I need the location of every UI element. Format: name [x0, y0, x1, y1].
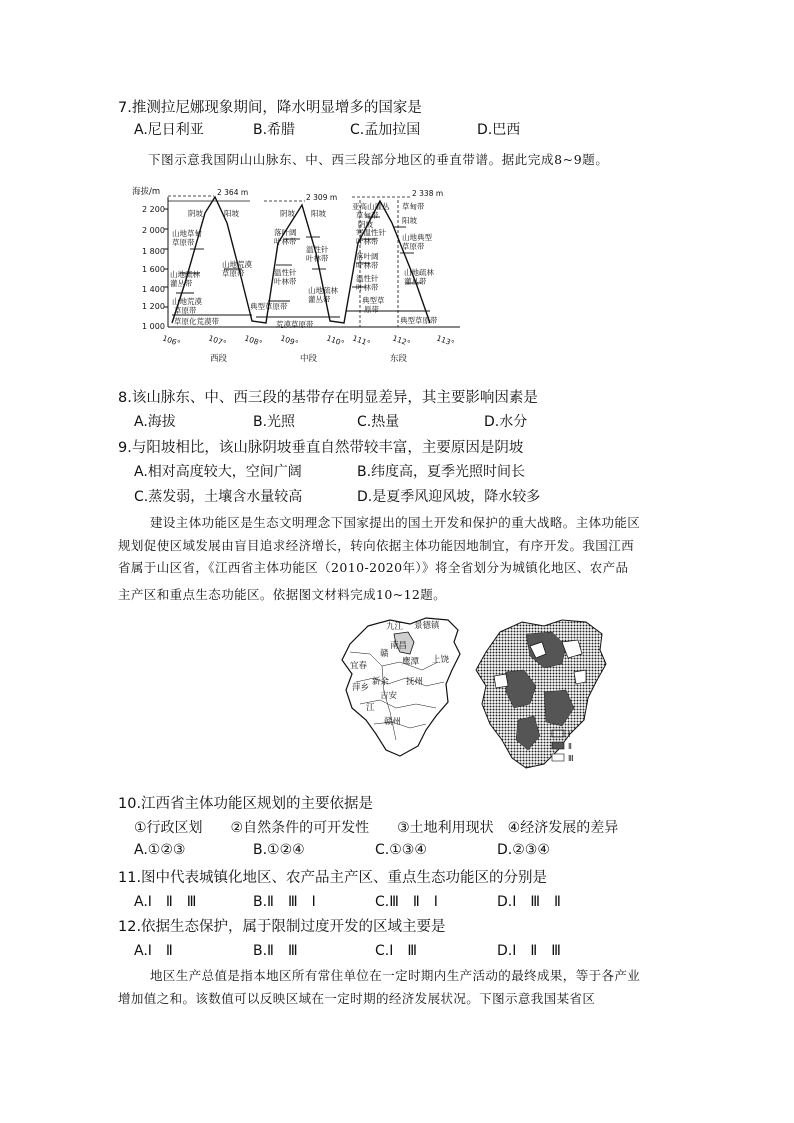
middle-belt: 叶林带: [274, 237, 297, 246]
river-label: 赣: [380, 649, 389, 659]
q10-option-c: C.①③④: [375, 842, 427, 858]
east-belt: 温性针: [356, 274, 379, 283]
x-tick: 106°: [161, 333, 182, 349]
river-label: 江: [366, 703, 375, 713]
middle-belt: 落叶阔: [274, 228, 297, 237]
intro-gdp-line1: 地区生产总值是指本地区所有常住单位在一定时期内生产活动的最终成果，等于各产业: [150, 968, 641, 983]
intro-8-9: 下图示意我国阴山山脉东、中、西三段部分地区的垂直带谱。据此完成8~9题。: [148, 152, 609, 167]
west-slope-n: 阴坡: [188, 209, 203, 218]
q11-option-c: C.Ⅲ Ⅱ Ⅰ: [375, 894, 438, 910]
city-label: 吉安: [380, 691, 398, 701]
east-belt: 叶林带: [356, 283, 379, 292]
q11-option-b: B.Ⅱ Ⅲ Ⅰ: [253, 894, 316, 910]
legend-label: Ⅲ: [568, 754, 574, 763]
section-label-west: 西段: [210, 354, 228, 364]
middle-slope-s: 阳坡: [311, 209, 326, 218]
q7-option-a: A.尼日利亚: [134, 122, 204, 138]
middle-belt: 叶林带: [274, 277, 297, 286]
west-belt: 草原带: [172, 238, 195, 247]
city-label: 南昌: [390, 641, 408, 651]
q11-option-d: D.Ⅰ Ⅲ Ⅱ: [497, 894, 561, 910]
q8-option-c: C.热量: [357, 414, 400, 430]
q10-items: ①行政区划 ②自然条件的可开发性 ③土地利用现状 ④经济发展的差异: [134, 820, 619, 836]
question-12-stem: 12.依据生态保护，属于限制过度开发的区域主要是: [118, 919, 446, 935]
east-belt: 原带: [364, 305, 379, 314]
y-axis-label: 海拔/m: [132, 187, 161, 197]
q12-option-a: A.Ⅰ Ⅱ: [134, 943, 173, 959]
question-8-stem: 8.该山脉东、中、西三段的基带存在明显差异，其主要影响因素是: [118, 390, 538, 406]
q10-option-a: A.①②③: [134, 842, 186, 858]
intro-10-12-line2: 规划促使区域发展由盲目追求经济增长，转向依据主体功能因地制宜，有序开发。我国江西: [118, 538, 635, 553]
q8-option-b: B.光照: [253, 414, 296, 430]
west-slope-s: 阳坡: [224, 209, 239, 218]
middle-belt: 温性针: [274, 268, 297, 277]
q11-option-a: A.Ⅰ Ⅱ Ⅲ: [134, 894, 197, 910]
x-tick: 109°: [279, 333, 300, 349]
peak-label-east: 2 338 m: [412, 189, 444, 198]
peak-label-middle: 2 309 m: [306, 193, 338, 202]
middle-base: 荒漠草原带: [276, 320, 314, 329]
y-tick: 1 200: [142, 302, 165, 311]
y-tick: 2 200: [142, 205, 165, 214]
city-label: 宜春: [350, 661, 368, 671]
east-belt: 亚高山灌丛: [352, 202, 390, 211]
x-tick: 108°: [243, 333, 264, 349]
middle-belt: 温性针: [306, 245, 329, 254]
legend-label: Ⅰ: [568, 730, 571, 739]
q7-option-d: D.巴西: [477, 122, 521, 138]
legend-label: Ⅱ: [568, 742, 572, 751]
intro-gdp-line2: 增加值之和。该数值可以反映区域在一定时期的经济发展状况。下图示意我国某省区: [118, 991, 596, 1006]
q12-option-b: B.Ⅱ Ⅲ: [253, 943, 298, 959]
peak-label-west: 2 364 m: [217, 188, 249, 197]
west-belt: 草原带: [174, 306, 197, 315]
y-tick: 1 600: [142, 265, 165, 274]
east-belt: 叶林带: [356, 237, 379, 246]
west-base: 草原化荒漠带: [174, 317, 219, 326]
legend-swatch-ii: [552, 742, 564, 749]
east-base: 典型草原带: [400, 316, 438, 325]
east-belt: 草甸带: [402, 202, 425, 211]
y-tick: 1 400: [142, 285, 165, 294]
q8-option-d: D.水分: [484, 414, 528, 430]
middle-slope-n: 阴坡: [280, 209, 295, 218]
question-7-stem: 7.推测拉尼娜现象期间，降水明显增多的国家是: [118, 100, 422, 116]
legend-swatch-iii: [552, 754, 564, 761]
city-label: 赣州: [384, 717, 402, 727]
q9-option-a: A.相对高度较大，空间广阔: [134, 464, 302, 480]
section-label-east: 东段: [390, 354, 408, 364]
west-belt: 山地疏林: [170, 270, 200, 279]
x-tick: 112°: [391, 333, 412, 349]
east-belt: 落叶阔: [356, 252, 379, 261]
city-label: 鹰潭: [402, 657, 420, 667]
q9-option-c: C.蒸发弱，土壤含水量较高: [134, 489, 303, 505]
east-belt: 灌丛带: [404, 277, 427, 286]
middle-belt: 灌丛带: [308, 295, 331, 304]
east-belt: 叶林带: [356, 261, 379, 270]
q7-option-c: C.孟加拉国: [350, 122, 421, 138]
q12-option-c: C.Ⅰ Ⅲ: [375, 943, 418, 959]
q12-option-d: D.Ⅰ Ⅱ Ⅲ: [497, 943, 561, 959]
middle-belt: 山地疏林: [308, 286, 338, 295]
q10-option-b: B.①②④: [253, 842, 305, 858]
city-label: 九江: [386, 622, 404, 632]
q8-option-a: A.海拔: [134, 414, 176, 430]
q9-option-d: D.是夏季风迎风坡，降水较多: [357, 489, 541, 505]
intro-10-12-line4: 主产区和重点生态功能区。依据图文材料完成10~12题。: [118, 587, 447, 602]
east-belt: 草原带: [402, 242, 425, 251]
y-tick: 1 000: [142, 322, 165, 331]
city-label: 新余: [372, 677, 390, 687]
west-belt: 灌丛带: [170, 279, 193, 288]
east-belt: 寒温性针: [356, 228, 386, 237]
vertical-belt-figure: [130, 183, 470, 373]
east-belt: 山地典型: [402, 233, 432, 242]
west-belt: 山地荒漠: [222, 260, 252, 269]
intro-10-12-line1: 建设主体功能区是生态文明理念下国家提出的国土开发和保护的重大战略。主体功能区: [150, 515, 641, 530]
east-belt: 山地疏林: [404, 268, 434, 277]
city-label: 上饶: [432, 655, 450, 665]
city-label: 景德镇: [414, 621, 440, 631]
y-tick: 2 000: [142, 226, 165, 235]
question-10-stem: 10.江西省主体功能区规划的主要依据是: [118, 796, 374, 812]
city-label: 萍乡: [352, 683, 370, 693]
jiangxi-map-figure: [330, 612, 620, 772]
section-label-middle: 中段: [300, 354, 318, 364]
x-tick: 110°: [325, 333, 346, 349]
east-slope-s: 阳坡: [402, 216, 417, 225]
city-label: 抚州: [406, 677, 424, 687]
west-belt: 草原带: [222, 269, 245, 278]
middle-belt: 典型草原带: [250, 302, 288, 311]
west-belt: 山地荒漠: [172, 297, 202, 306]
middle-belt: 叶林带: [306, 254, 329, 263]
x-tick: 113°: [435, 333, 456, 349]
legend-swatch-i: [552, 730, 564, 737]
y-tick: 1 800: [142, 247, 165, 256]
q10-option-d: D.②③④: [497, 842, 550, 858]
east-slope-n: 阴坡: [358, 220, 373, 229]
q9-option-b: B.纬度高，夏季光照时间长: [357, 464, 526, 480]
east-belt: 草甸带: [356, 211, 379, 220]
x-tick: 111°: [351, 333, 372, 349]
question-11-stem: 11.图中代表城镇化地区、农产品主产区、重点生态功能区的分别是: [118, 870, 548, 886]
west-belt: 山地草甸: [172, 229, 202, 238]
q7-option-b: B.希腊: [253, 122, 296, 138]
question-9-stem: 9.与阳坡相比，该山脉阴坡垂直自然带较丰富，主要原因是阴坡: [118, 440, 524, 456]
x-tick: 107°: [207, 333, 228, 349]
intro-10-12-line3: 省属于山区省，《江西省主体功能区（2010-2020年）》将全省划分为城镇化地区、农产品: [118, 560, 629, 575]
east-belt: 典型草: [362, 296, 385, 305]
